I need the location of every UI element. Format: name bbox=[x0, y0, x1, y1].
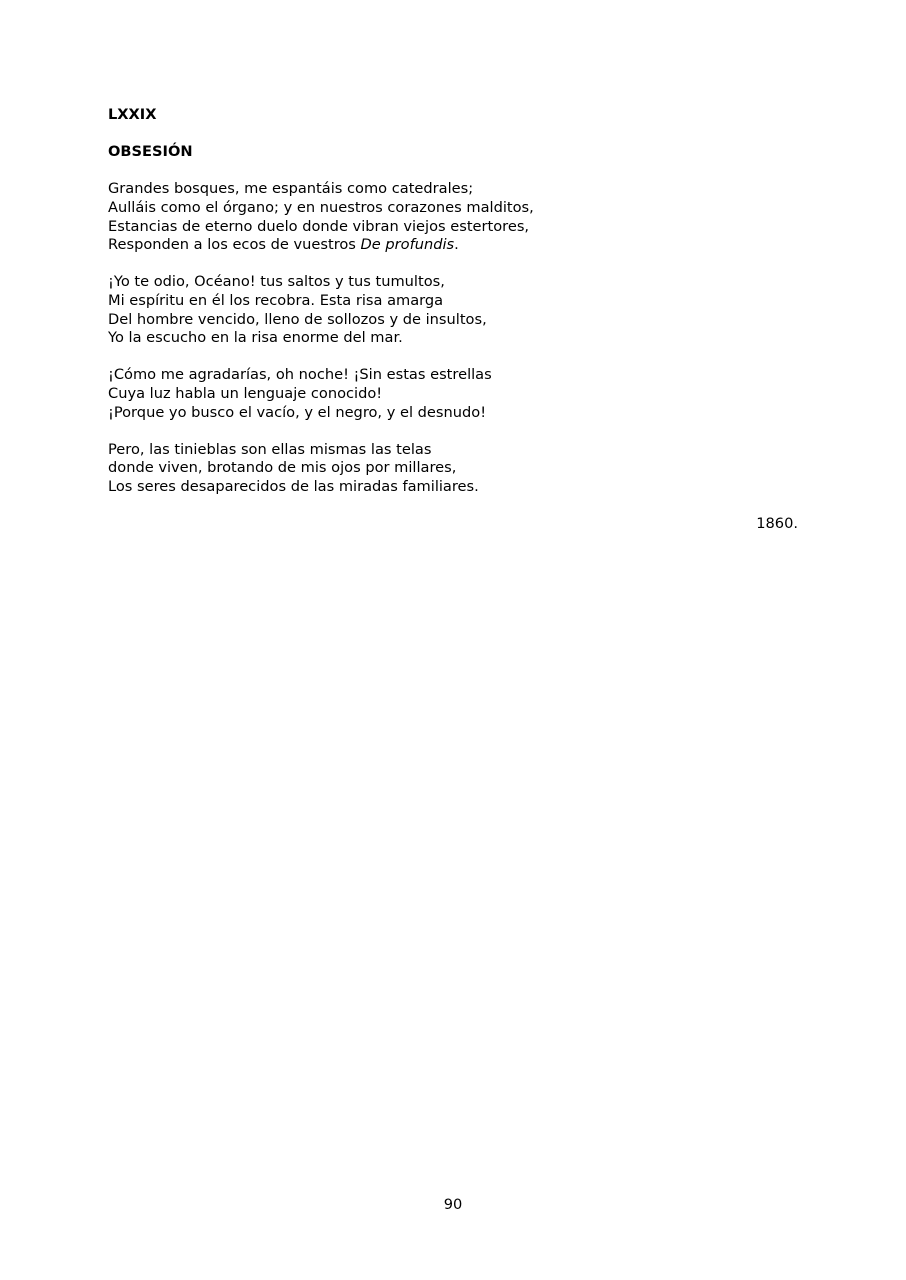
stanza-3 bbox=[108, 366, 798, 422]
poem-line: Grandes bosques, me espantáis como catedrales; bbox=[108, 180, 474, 198]
italic-phrase: De profundis bbox=[360, 236, 455, 254]
poem-line: Cuya luz habla un lenguaje conocido! bbox=[108, 384, 383, 402]
poem-line: ¡Yo te odio, Océano! tus saltos y tus tumultos, bbox=[108, 273, 445, 291]
poem-line bbox=[108, 236, 798, 255]
poem-date: 1860. bbox=[756, 515, 798, 533]
poem-title: OBSESIÓN bbox=[108, 143, 193, 161]
poem-line: donde viven, brotando de mis ojos por millares, bbox=[108, 459, 457, 477]
poem-line: Estancias de eterno duelo donde vibran viejos estertores, bbox=[108, 217, 530, 235]
poem-line: Yo la escucho en la risa enorme del mar. bbox=[108, 329, 403, 347]
poem-line-text: Responden a los ecos de vuestros bbox=[108, 236, 361, 254]
poem-line: ¡Porque yo busco el vacío, y el negro, y el desnudo! bbox=[108, 403, 487, 421]
poem-line: Pero, las tinieblas son ellas mismas las telas bbox=[108, 440, 432, 458]
stanza-2 bbox=[108, 273, 798, 347]
stanza-1 bbox=[108, 180, 798, 254]
poem-line: Los seres desaparecidos de las miradas familiares. bbox=[108, 477, 479, 495]
section-number: LXXIX bbox=[108, 106, 157, 123]
poem-line: ¡Cómo me agradarías, oh noche! ¡Sin estas estrellas bbox=[108, 366, 492, 384]
poem-body bbox=[108, 180, 798, 496]
poem-line: Aulláis como el órgano; y en nuestros corazones malditos, bbox=[108, 198, 534, 216]
poem-content bbox=[108, 106, 798, 534]
poem-line-punctuation: . bbox=[454, 236, 459, 254]
poem-line: Mi espíritu en él los recobra. Esta risa amarga bbox=[108, 291, 444, 309]
poem-line: Del hombre vencido, lleno de sollozos y de insultos, bbox=[108, 310, 487, 328]
stanza-4 bbox=[108, 441, 798, 497]
page-number: 90 bbox=[443, 1196, 463, 1213]
